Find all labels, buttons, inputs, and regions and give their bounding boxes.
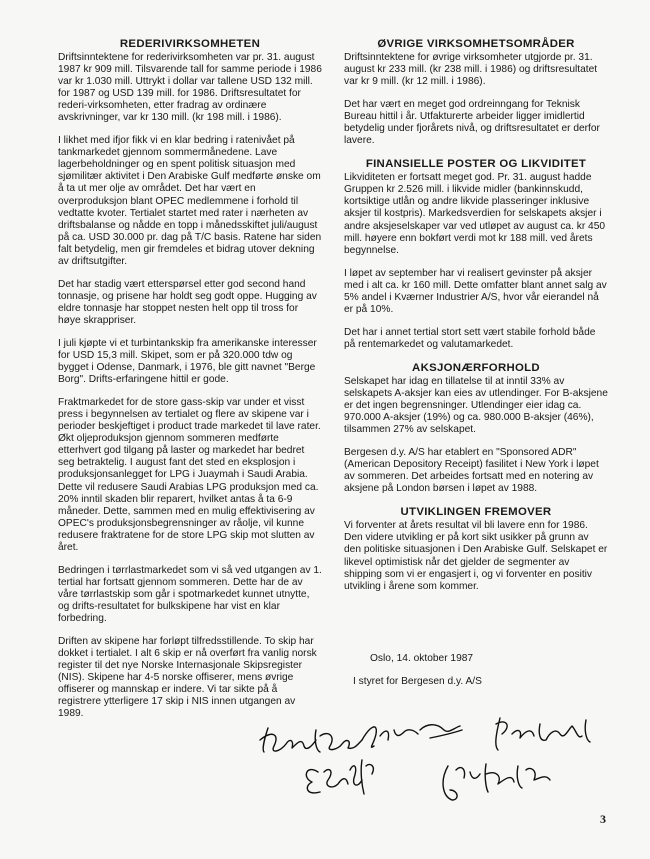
date-line: Oslo, 14. oktober 1987 xyxy=(370,653,474,664)
paragraph: I løpet av september har vi realisert gevinster på aksjer med i alt ca. kr 160 mill. Dette omfatter blant annet salg av 5% andel i Kværner Industrier A/S, hvor vår eierandel nå er på 10%. xyxy=(344,267,607,315)
paragraph: Driften av skipene har forløpt tilfredsstillende. To skip har dokket i tertialet. I alt 6 skip er nå overført fra vanlig norsk register til det nye Norske Internasjonale Skipsregister (NIS). Skipene har 4-5 norske offiserer, mens øvrige offiserer og mannskap er indere. Vi tar sikte på å registrere ytterligere 17 skip i NIS innen utgangen av 1989. xyxy=(58,636,317,720)
signature-4 xyxy=(306,760,373,794)
left-column xyxy=(58,38,322,731)
paragraph: Det har vært en meget god ordreinngang for Teknisk Bureau hittil i år. Utfakturerte arbeider ligger imidlertid betydelig under fjorårets nivå, og driftsresultatet er derfor lavere. xyxy=(344,99,600,147)
paragraph: I likhet med ifjor fikk vi en klar bedring i ratenivået på tankmarkedet gjennom sommermånedene. Lave lagerbeholdninger og en spent politisk situasjon med sjømilitær aktivitet i Den Arabiske Gulf medførte ønske om å ta ut mer olje av området. Det har vært en overproduksjon blant OPEC medlemmene i forhold til vedtatte kvoter. Tertialet startet med rater i nærheten av driftsbalanse og nådde en topp i månedsskiftet juli/august på ca. USD 30.000 pr. dag på T/C basis. Ratene har siden falt betydelig, men gir fremdeles et bidrag utover dekning av driftsutgifter. xyxy=(58,135,322,267)
handwritten-signatures xyxy=(250,700,610,815)
paragraph: Bedringen i tørrlastmarkedet som vi så ved utgangen av 1. tertial har fortsatt gjennom sommeren. Dette har de av våre tørrlastskip som går i spotmarkedet kunnet utnytte, og drifts-resultatet for bulkskipene har vist en klar forbedring. xyxy=(58,564,322,624)
paragraph: Vi forventer at årets resultat vil bli lavere enn for 1986. Den videre utvikling er på kort sikt usikker på grunn av den politiske situasjonen i Den Arabiske Gulf. Selskapet er likevel optimistisk når det gjelder de segmenter av shipping som vi er engasjert i, og vi forventer en positiv utvikling i årene som kommer. xyxy=(344,520,608,592)
paragraph: I juli kjøpte vi et turbintankskip fra amerikanske interesser for USD 15,3 mill. Skipet, som er på 320.000 tdw og bygget i Odense, Danmark, i 1976, ble gitt navnet "Berge Borg". Drifts-erfaringene hittil er gode. xyxy=(58,337,317,386)
paragraph: Det har stadig vært etterspørsel etter god second hand tonnasje, og prisene har holdt seg godt oppe. Hugging av eldre tonnasje har stoppet nesten helt opp til tross for høye skrappriser. xyxy=(58,278,317,326)
section-heading-aksjonaerforhold: AKSJONÆRFORHOLD xyxy=(412,361,540,374)
signature-2 xyxy=(362,725,462,748)
signature-1 xyxy=(260,728,362,752)
paragraph: Det har i annet tertial stort sett vært stabile forhold både på rentemarkedet og valutamarkedet. xyxy=(344,326,596,350)
signature-5 xyxy=(443,764,550,800)
paragraph: Fraktmarkedet for de store gass-skip var under et visst press i begynnelsen av tertialet og flere av skipene var i perioder beskjeftiget i product trade markedet til lave rater. Økt oljeproduksjon gjennom sommeren medførte etterhvert god tilgang på laster og markedet har bedret seg betraktelig. I august fant det sted en eksplosjon i produksjonsanlegget for LPG i Juaymah i Saudi Arabia. Dette vil redusere Saudi Arabias LPG produksjon med ca. 20% inntil skaden blir reparert, hvilket antas å ta 6-9 måneder. Dette, sammen med en mulig effektivisering av OPEC's produksjonsbegrensninger av råolje, vil kunne redusere fraktratene for de store LPG skip mot slutten av året. xyxy=(58,397,321,553)
paragraph: Driftsinntektene for rederivirksomheten var pr. 31. august 1987 kr 909 mill. Tilsvarende tall for samme periode i 1986 var kr 1.030 mill. Uttrykt i dollar var tallene USD 132 mill. for 1987 og USD 139 mill. for 1986. Driftsresultatet for rederi-virksomheten, etter fradrag av ordinære avskrivninger, var kr 130 mill. (kr 198 mill. i 1986). xyxy=(58,52,322,124)
page-number: 3 xyxy=(600,812,606,826)
paragraph: Driftsinntektene for øvrige virksomheter utgjorde pr. 31. august kr 233 mill. (kr 238 mill. i 1986) og driftsresultatet var kr 9 mill. (kr 12 mill. i 1986). xyxy=(344,52,598,88)
section-heading-ovrige: ØVRIGE VIRKSOMHETSOMRÅDER xyxy=(377,38,575,50)
board-line: I styret for Bergesen d.y. A/S xyxy=(353,676,482,687)
section-heading-rederivirksomheten: REDERIVIRKSOMHETEN xyxy=(119,38,261,50)
right-column xyxy=(344,38,608,604)
signature-3 xyxy=(496,718,590,750)
section-heading-utviklingen: UTVIKLINGEN FREMOVER xyxy=(400,506,552,519)
paragraph: Bergesen d.y. A/S har etablert en "Sponsored ADR" (American Depository Receipt) fasilitet i New York i løpet av sommeren. Det arbeides fortsatt med en notering av aksjene på London børsen i løpet av 1988. xyxy=(344,447,599,495)
signatures-svg xyxy=(250,700,610,815)
paragraph: Likviditeten er fortsatt meget god. Pr. 31. august hadde Gruppen kr 2.526 mill. i likvide midler (bankinnskudd, kortsiktige utlån og andre likvide plasseringer inklusive aksjer til kostpris). Markedsverdien for selskapets aksjer i andre aksjeselskaper var ved utløpet av august ca. kr 450 mill. høyere enn bokført verdi mot kr 188 mill. ved årets begynnelse. xyxy=(344,172,606,256)
paragraph: Selskapet har idag en tillatelse til at inntil 33% av selskapets A-aksjer kan eies av utlendinger. For B-aksjene er det ingen begrensninger. Utlendinger eier idag ca. 970.000 A-aksjer (19%) og ca. 980.000 B-aksjer (46%), tilsammen 27% av selskapet. xyxy=(344,375,608,436)
section-heading-finansielle: FINANSIELLE POSTER OG LIKVIDITET xyxy=(365,158,587,171)
